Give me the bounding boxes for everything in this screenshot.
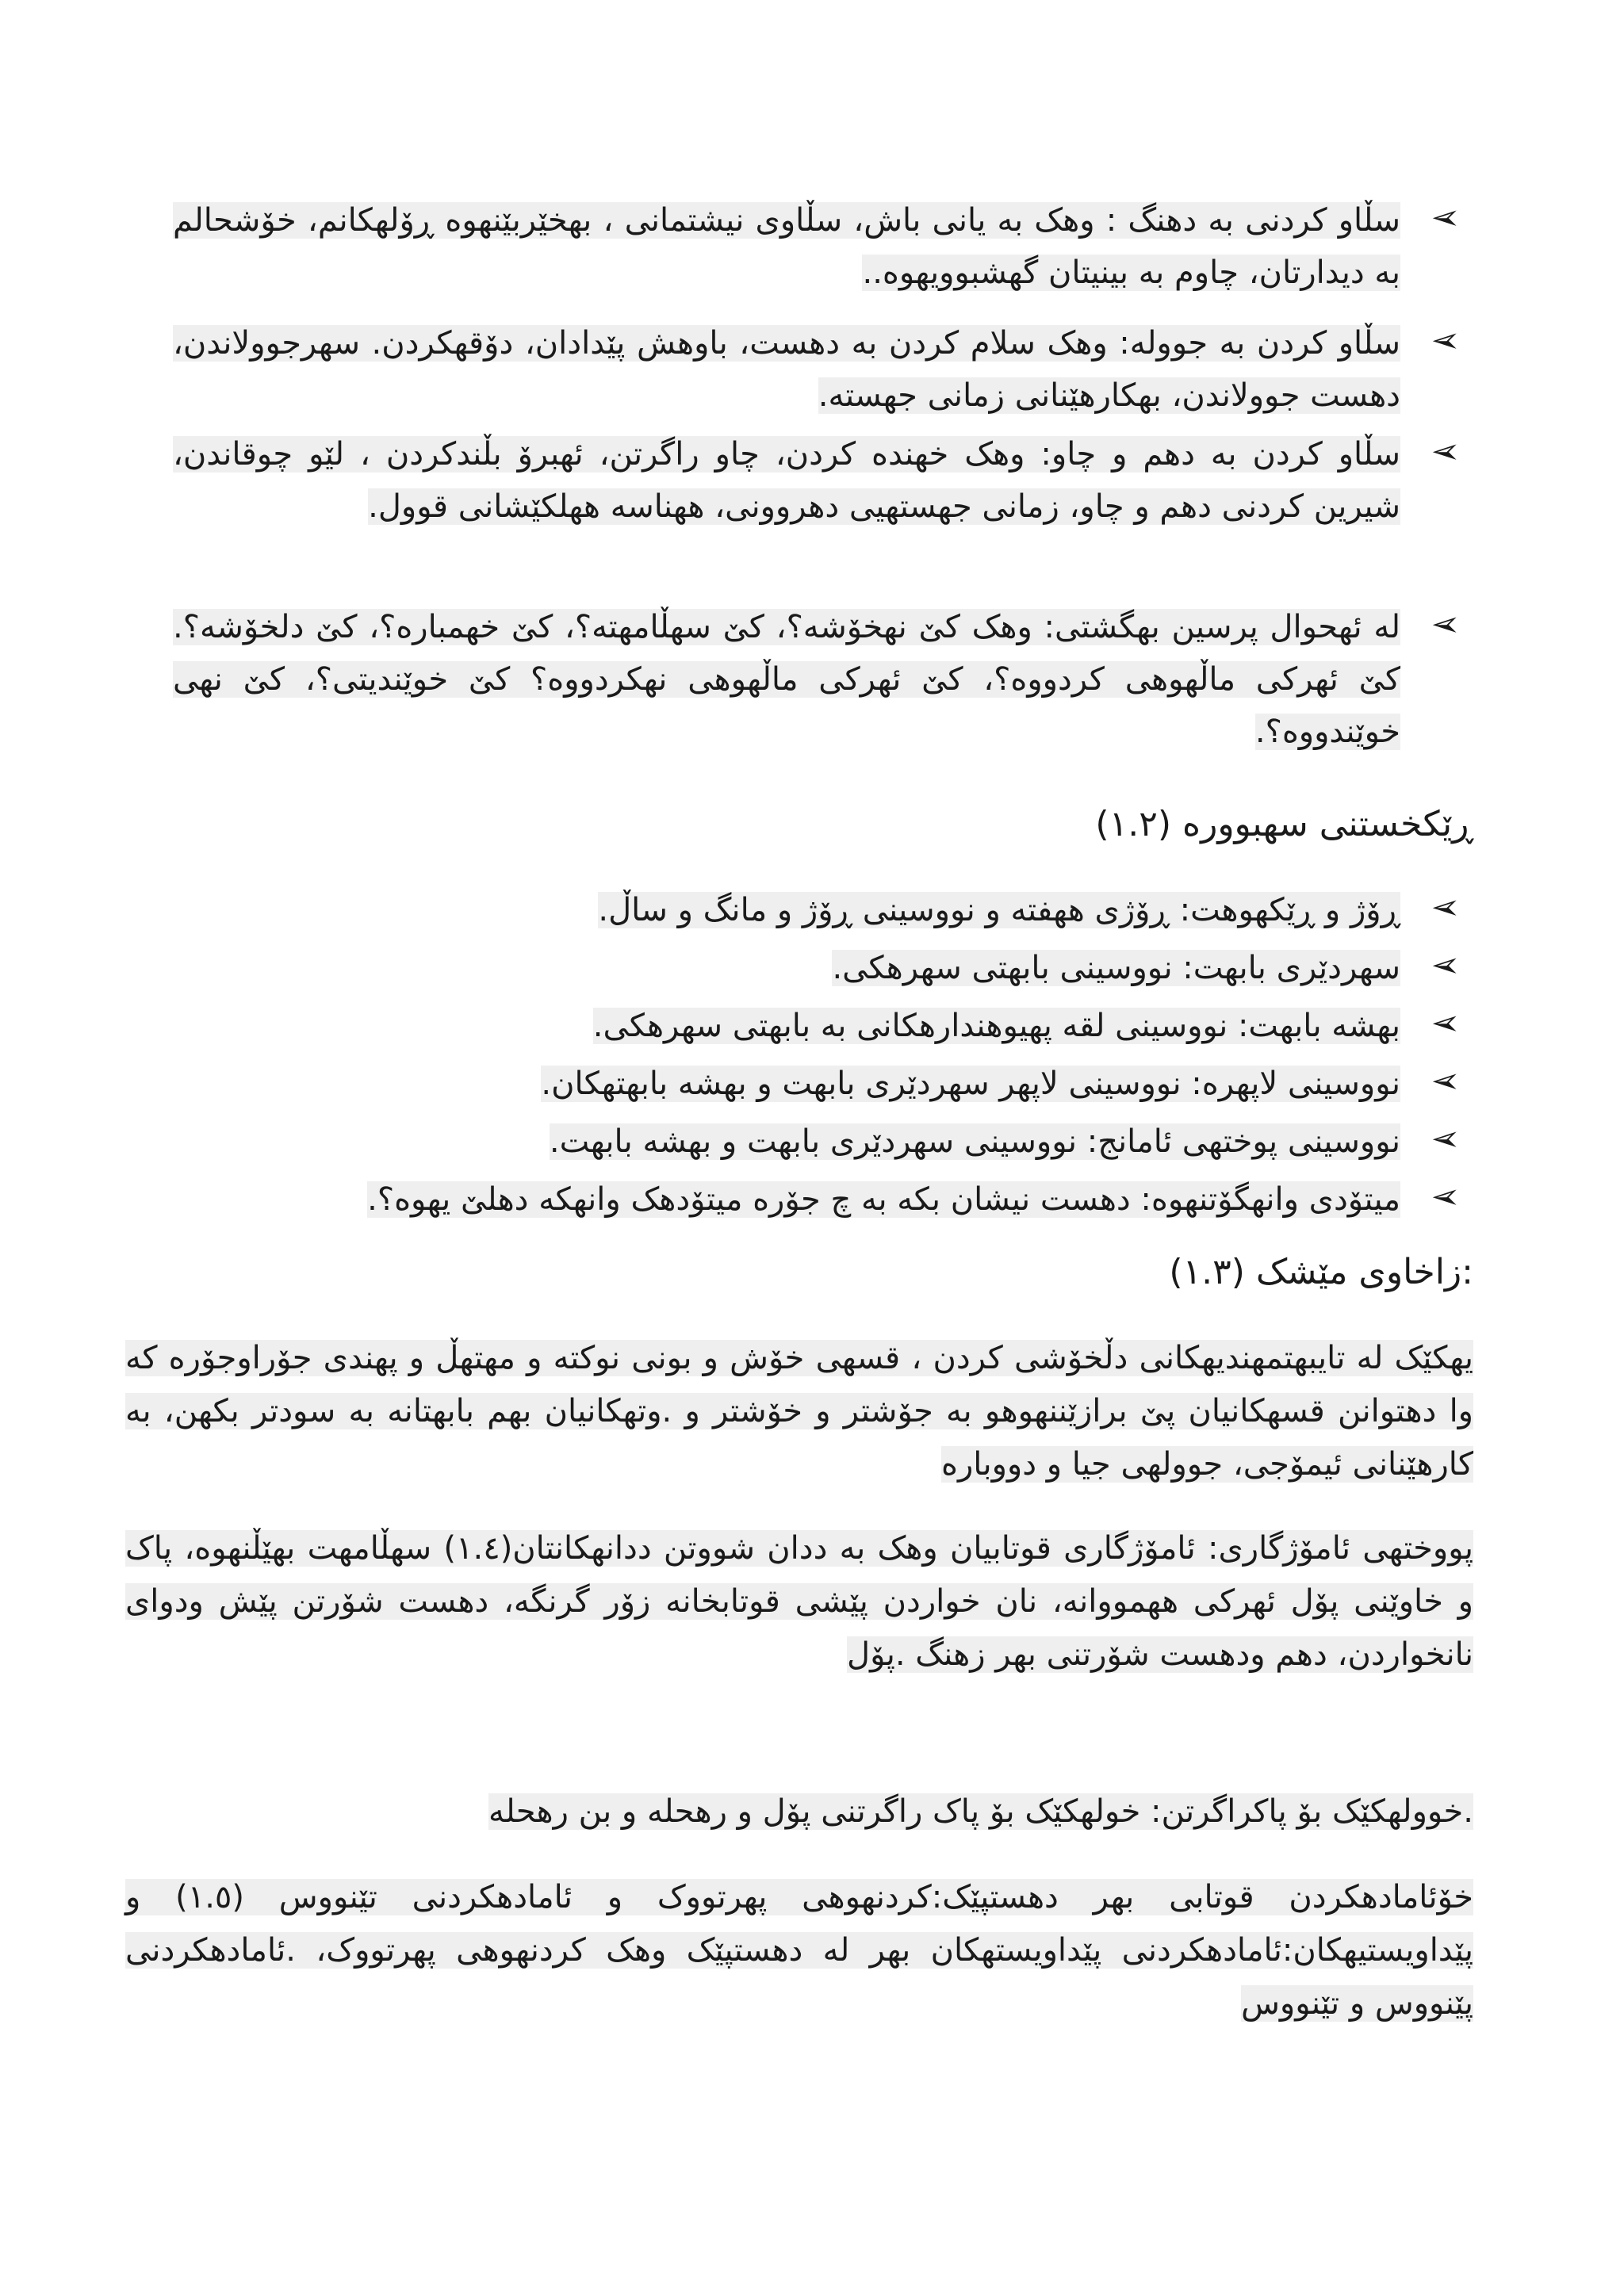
paragraph-text: خۆئامادهکردن قوتابی بهر دهستپێک:کردنهوهی پهرتووک و ئامادهکردنی تێنووس (١.٥) و پێداویستیهکان:ئامادهکردنی پێداویستهکان بهر له دهستپێک وهک کردنهوهی پهرتووک، .ئامادهکردنی پێنووس و تێنووس — [125, 1879, 1474, 2022]
list-item — [173, 1000, 1473, 1052]
list-item — [173, 884, 1473, 936]
arrowhead-bullet-icon: ➢ — [1431, 1003, 1461, 1043]
arrowhead-bullet-icon: ➢ — [1431, 1119, 1461, 1159]
bullet-text: سڵاو کردن به دهم و چاو: وهک خهنده کردن، چاو راگرتن، ئهبرۆ بڵندکردن ، لێو چوقاندن، شیرین کردنی دهم و چاو، زمانی جهستهیی دهروونی، ههناسه ههلکێشانی قوول. — [173, 436, 1400, 525]
arrowhead-bullet-icon: ➢ — [1431, 1061, 1461, 1101]
list-item — [173, 1115, 1473, 1168]
paragraph — [125, 1332, 1473, 1491]
arrowhead-bullet-icon: ➢ — [1431, 887, 1461, 928]
list-item — [173, 1173, 1473, 1226]
paragraph-text: پووختهی ئامۆژگاری: ئامۆژگاری قوتابیان وهک به ددان شووتن ددانهکانتان(١.٤) سهڵامهت بهێڵنهوه، پاک و خاوێنی پۆل ئهرکی ههمووانه، نان خواردن پێشی قوتابخانه زۆر گرنگه، دهست شۆرتن پێش ودوای نانخواردن، دهم ودهست شۆرتنی بهر زهنگ .پۆل — [125, 1530, 1473, 1673]
paragraph-text: .خوولهکێک بۆ پاکراگرتن: خولهکێک بۆ پاک راگرتنی پۆل و رهحله و بن رهحله — [488, 1793, 1473, 1830]
list-item — [173, 601, 1473, 758]
section-heading: ڕێکخستنی سهبووره (١.٢) — [1095, 804, 1473, 844]
bullet-text: سهردێری بابهت: نووسینی بابهتی سهرهکی. — [832, 950, 1400, 986]
list-item — [173, 428, 1473, 533]
bullet-text: میتۆدی وانهگۆتنهوه: دهست نیشان بکه به چ جۆره میتۆدهک وانهکه دهلێ یهوه؟. — [367, 1181, 1400, 1218]
list-item — [173, 1058, 1473, 1110]
arrowhead-bullet-icon: ➢ — [1431, 604, 1461, 645]
arrowhead-bullet-icon: ➢ — [1431, 1177, 1461, 1217]
arrowhead-bullet-icon: ➢ — [1431, 431, 1461, 472]
arrowhead-bullet-icon: ➢ — [1431, 320, 1461, 361]
bullet-text: سڵاو کردنی به دهنگ : وهک به یانی باش، سڵاوی نیشتمانی ، بهخێربێنهوه ڕۆلهکانم، خۆشحالم به دیدارتان، چاوم به بینیتان گهشبوویهوه.. — [173, 202, 1400, 291]
arrowhead-bullet-icon: ➢ — [1431, 197, 1461, 238]
bullet-text: ڕۆژ و ڕێکهوهت: ڕۆژی ههفته و نووسینی ڕۆژ و مانگ و ساڵ. — [598, 892, 1400, 928]
bullet-text: له ئهحوال پرسین بهگشتی: وهک کێ نهخۆشه؟، کێ سهڵامهته؟، کێ خهمباره؟، کێ دلخۆشه؟. کێ ئهرکی ماڵهوهی کردووه؟، کێ ئهرکی ماڵهوهی نهکردووه؟ کێ خوێندیتی؟، کێ نهی خوێندووه؟. — [173, 609, 1400, 750]
list-item — [173, 194, 1473, 299]
arrowhead-bullet-icon: ➢ — [1431, 945, 1461, 985]
bullet-text: سڵاو کردن به جووله: وهک سلام کردن به دهست، باوهش پێدادان، دۆقهکردن. سهرجوولاندن، دهست جوولاندن، بهکارهێنانی زمانی جهسته. — [173, 325, 1400, 414]
paragraph — [125, 1522, 1473, 1682]
bullet-text: بهشه بابهت: نووسینی لقه پهیوهندارهکانی به بابهتی سهرهکی. — [592, 1008, 1400, 1044]
paragraph — [125, 1871, 1473, 2030]
paragraph-text: یهکێک له تایبهتمهندیهکانی دڵخۆشی کردن ، قسهی خۆش و بونی نوکته و مهتهڵ و پهندی جۆراوجۆره که وا دهتوانن قسهکانیان پێ برازێننهوهو به جۆشتر و خۆشتر و .وتهکانیان بهم بابهتانه به سودتر بکهن، به کارهێنانی ئیمۆجی، جوولهی جیا و دووباره — [125, 1340, 1473, 1483]
section-heading: :زاخاوی مێشک (١.٣) — [1169, 1252, 1473, 1292]
bullet-text: نووسینی پوختهی ئامانج: نووسینی سهردێری بابهت و بهشه بابهت. — [549, 1123, 1400, 1160]
paragraph — [125, 1785, 1473, 1839]
list-item — [173, 942, 1473, 994]
bullet-text: نووسینی لاپهره: نووسینی لاپهر سهردێری بابهت و بهشه بابهتهکان. — [541, 1066, 1400, 1102]
list-item — [173, 317, 1473, 422]
